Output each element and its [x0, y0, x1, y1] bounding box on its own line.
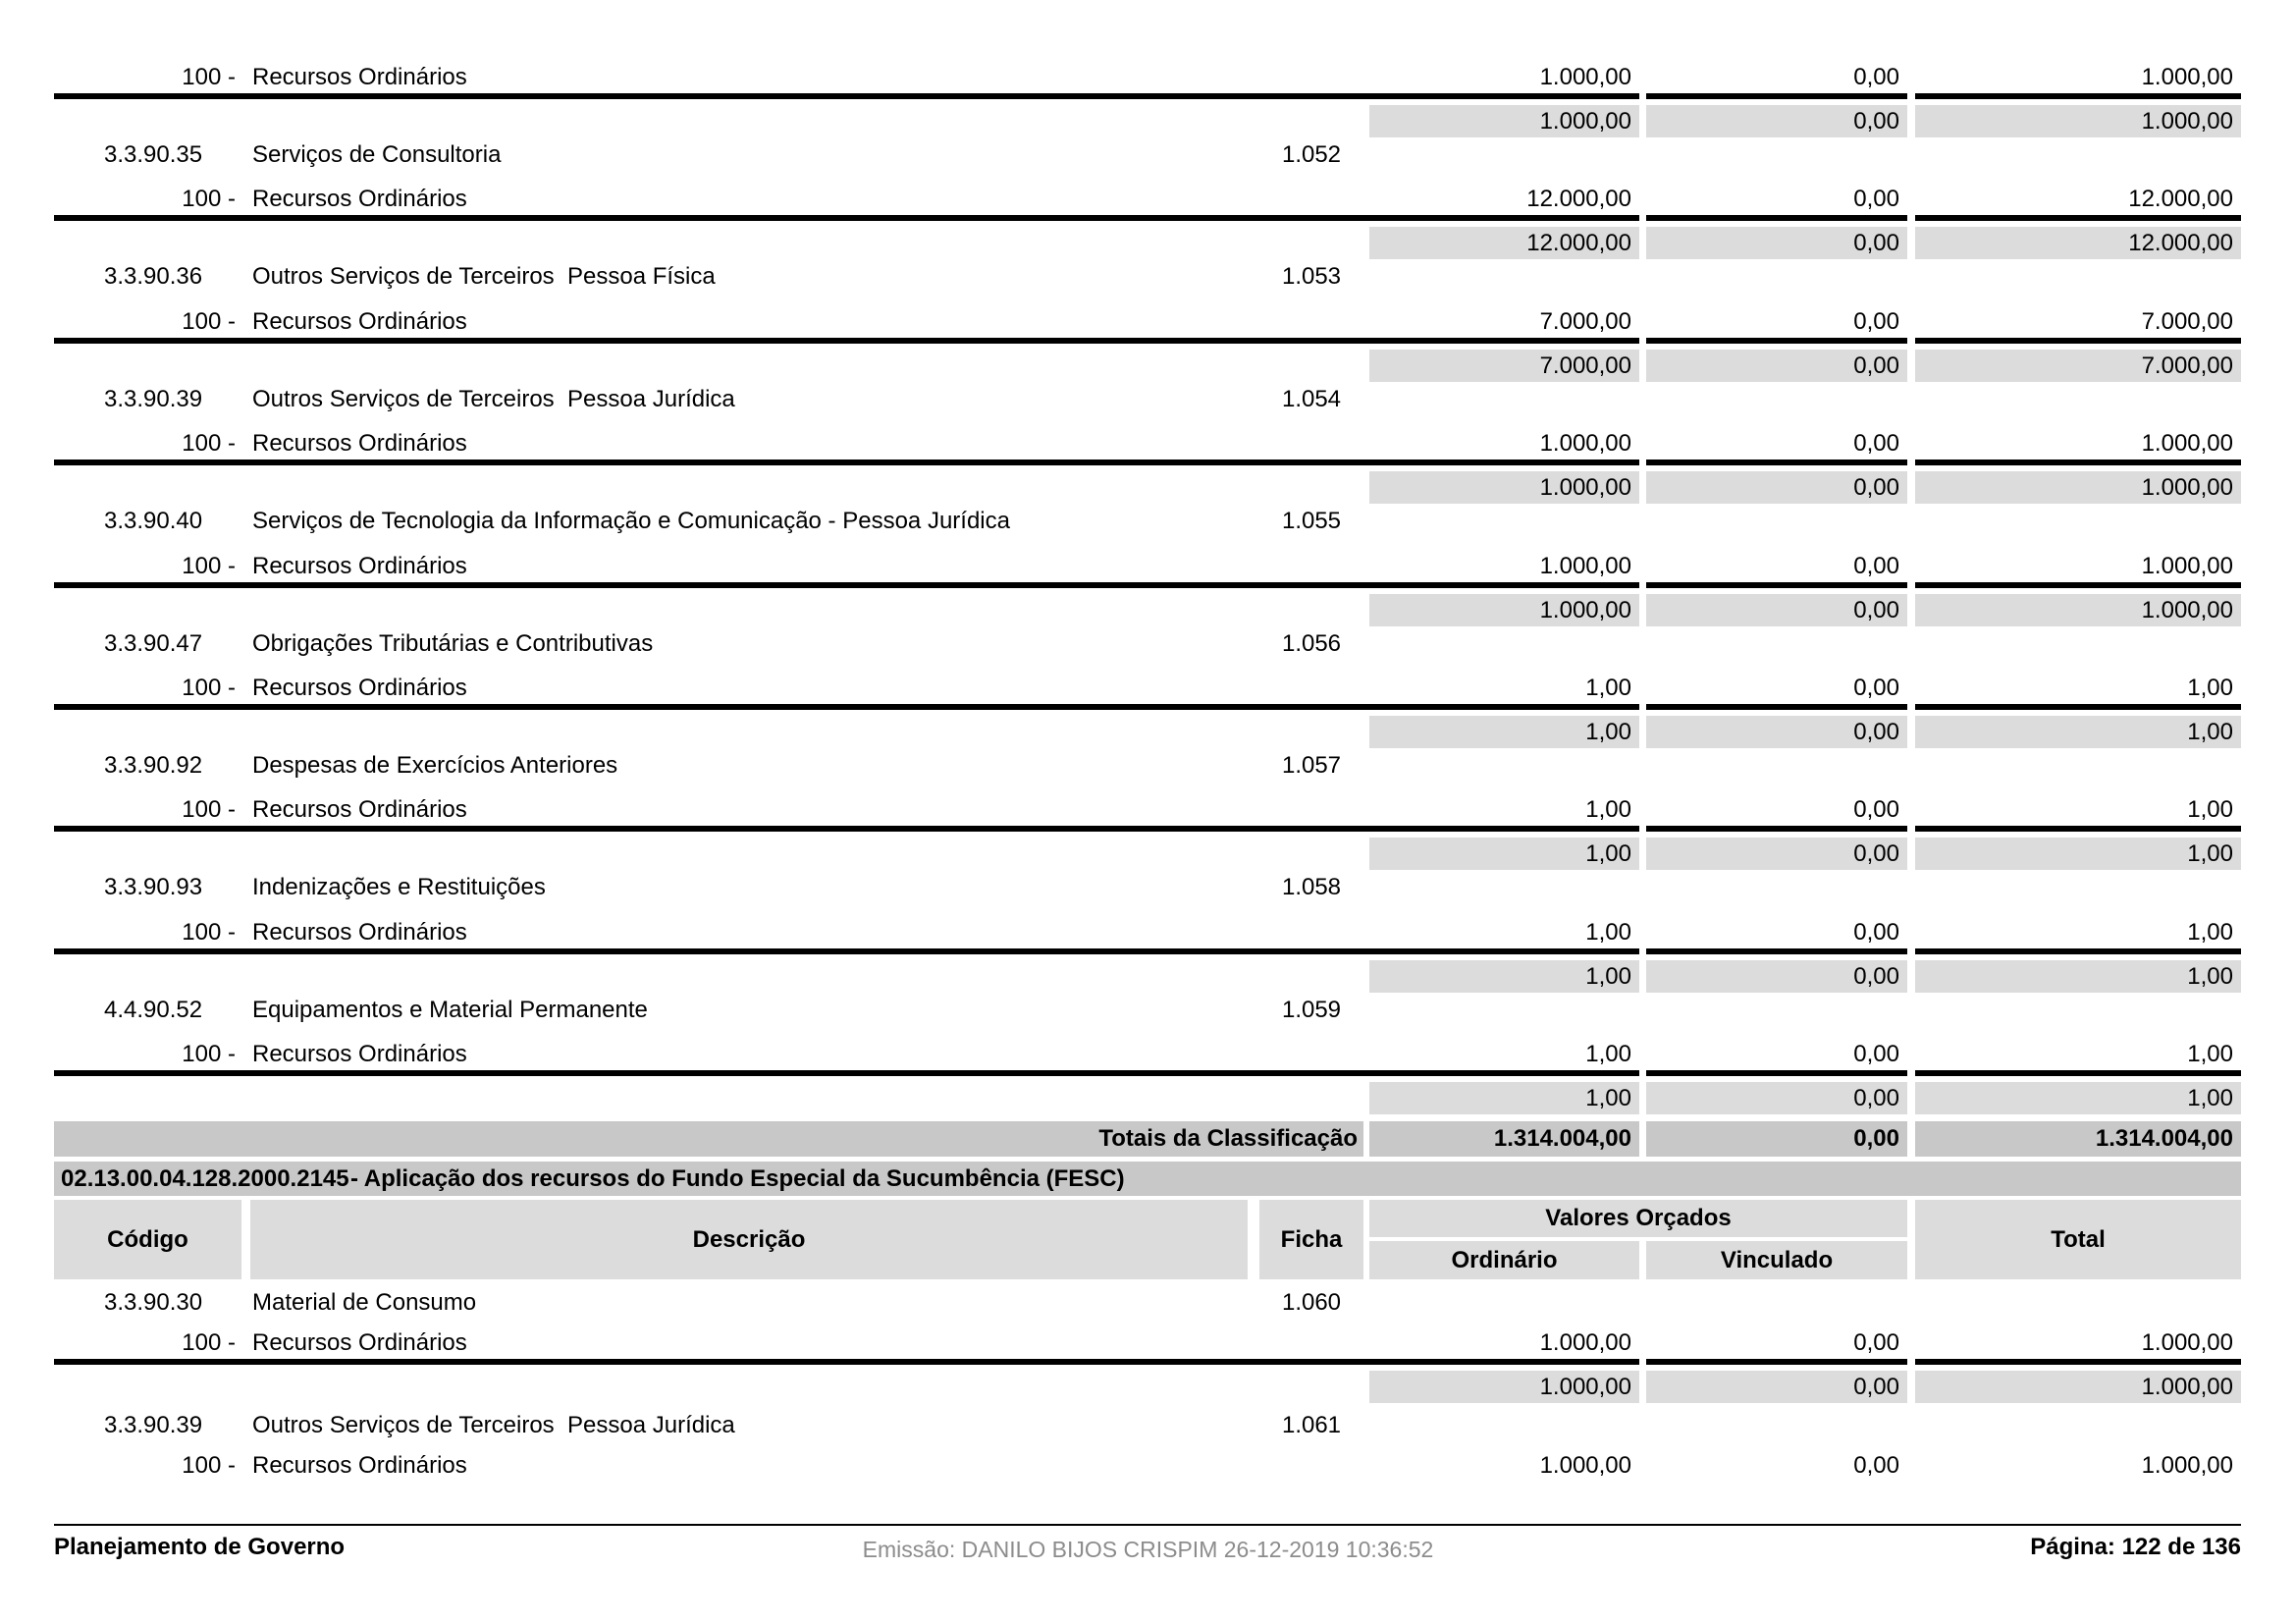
column-header-vinculado: Vinculado [1646, 1241, 1907, 1279]
resource-name: Recursos Ordinários [252, 430, 467, 457]
resource-code: 100 - [182, 919, 236, 946]
vinculado-value: 0,00 [1853, 919, 1899, 946]
ficha-number: 1.059 [1281, 997, 1342, 1023]
row-divider-line [1915, 582, 2241, 588]
footer-divider-line [54, 1524, 2241, 1526]
subtotal-ordinario-cell: 1.000,00 [1369, 1371, 1639, 1403]
vinculado-value: 0,00 [1853, 675, 1899, 701]
subtotal-total-cell: 1,00 [1915, 960, 2241, 993]
ficha-number: 1.054 [1281, 386, 1342, 412]
subtotal-ordinario-cell: 1.000,00 [1369, 594, 1639, 626]
row-divider-line [1915, 826, 2241, 832]
row-divider-line [54, 1359, 1639, 1365]
resource-code: 100 - [182, 675, 236, 701]
totals-label-cell: Totais da Classificação [54, 1121, 1363, 1157]
row-divider-line [1915, 338, 2241, 344]
subtotal-total-cell: 1,00 [1915, 838, 2241, 870]
subtotal-vinculado-cell: 0,00 [1646, 838, 1907, 870]
row-divider-line [54, 93, 1639, 99]
row-divider-line [1915, 1359, 2241, 1365]
resource-code: 100 - [182, 796, 236, 823]
row-divider-line [1646, 948, 1907, 954]
ordinario-value: 12.000,00 [1526, 186, 1631, 212]
row-divider-line [1915, 93, 2241, 99]
expense-description: Outros Serviços de Terceiros Pessoa Física [252, 263, 716, 290]
expense-code: 3.3.90.39 [104, 1412, 203, 1438]
column-header-total: Total [1915, 1200, 2241, 1279]
row-divider-line [1915, 948, 2241, 954]
resource-name: Recursos Ordinários [252, 796, 467, 823]
ordinario-value: 1.000,00 [1539, 430, 1631, 457]
total-value: 1.000,00 [2141, 553, 2233, 579]
subtotal-vinculado-cell: 0,00 [1646, 594, 1907, 626]
resource-code: 100 - [182, 1041, 236, 1067]
footer-emission-info: Emissão: DANILO BIJOS CRISPIM 26-12-2019 10:36:52 [862, 1537, 1434, 1562]
footer-page-number: Página: 122 de 136 [2030, 1534, 2241, 1560]
row-divider-line [1915, 1070, 2241, 1076]
subtotal-ordinario-cell: 7.000,00 [1369, 350, 1639, 382]
subtotal-total-cell: 1,00 [1915, 1082, 2241, 1114]
resource-code: 100 - [182, 308, 236, 335]
expense-code: 3.3.90.93 [104, 874, 203, 900]
expense-code: 3.3.90.30 [104, 1289, 203, 1316]
program-title: - Aplicação dos recursos do Fundo Especial da Sucumbência (FESC) [350, 1165, 1125, 1192]
subtotal-ordinario-cell: 12.000,00 [1369, 227, 1639, 259]
row-divider-line [1646, 215, 1907, 221]
row-divider-line [1646, 460, 1907, 465]
vinculado-value: 0,00 [1853, 1452, 1899, 1479]
resource-name: Recursos Ordinários [252, 1329, 467, 1356]
ficha-number: 1.053 [1281, 263, 1342, 290]
vinculado-value: 0,00 [1853, 430, 1899, 457]
row-divider-line [54, 582, 1639, 588]
row-divider-line [1915, 704, 2241, 710]
vinculado-value: 0,00 [1853, 186, 1899, 212]
expense-code: 3.3.90.47 [104, 630, 203, 657]
total-value: 1,00 [2187, 675, 2233, 701]
subtotal-vinculado-cell: 0,00 [1646, 105, 1907, 137]
row-divider-line [54, 1070, 1639, 1076]
ordinario-value: 1.000,00 [1539, 64, 1631, 90]
ordinario-value: 1.000,00 [1539, 1452, 1631, 1479]
vinculado-value: 0,00 [1853, 64, 1899, 90]
subtotal-total-cell: 1.000,00 [1915, 1371, 2241, 1403]
total-value: 1,00 [2187, 1041, 2233, 1067]
resource-name: Recursos Ordinários [252, 553, 467, 579]
ordinario-value: 1.000,00 [1539, 1329, 1631, 1356]
vinculado-value: 0,00 [1853, 1329, 1899, 1356]
expense-description: Indenizações e Restituições [252, 874, 546, 900]
row-divider-line [1646, 1070, 1907, 1076]
subtotal-vinculado-cell: 0,00 [1646, 716, 1907, 748]
expense-description: Serviços de Consultoria [252, 141, 502, 168]
subtotal-ordinario-cell: 1.000,00 [1369, 105, 1639, 137]
ordinario-value: 1.000,00 [1539, 553, 1631, 579]
expense-code: 3.3.90.39 [104, 386, 203, 412]
subtotal-total-cell: 1,00 [1915, 716, 2241, 748]
program-code: 02.13.00.04.128.2000.2145 [61, 1165, 349, 1192]
subtotal-vinculado-cell: 0,00 [1646, 1082, 1907, 1114]
row-divider-line [1646, 826, 1907, 832]
row-divider-line [54, 948, 1639, 954]
subtotal-total-cell: 12.000,00 [1915, 227, 2241, 259]
expense-description: Despesas de Exercícios Anteriores [252, 752, 618, 779]
totals-ordinario-cell: 1.314.004,00 [1369, 1121, 1639, 1157]
expense-description: Obrigações Tributárias e Contributivas [252, 630, 654, 657]
ficha-number: 1.057 [1281, 752, 1342, 779]
row-divider-line [1646, 1359, 1907, 1365]
expense-code: 3.3.90.40 [104, 508, 203, 534]
expense-code: 3.3.90.92 [104, 752, 203, 779]
row-divider-line [54, 704, 1639, 710]
ordinario-value: 1,00 [1585, 1041, 1631, 1067]
row-divider-line [54, 215, 1639, 221]
total-value: 1.000,00 [2141, 64, 2233, 90]
ordinario-value: 1,00 [1585, 675, 1631, 701]
ficha-number: 1.055 [1281, 508, 1342, 534]
row-divider-line [1915, 460, 2241, 465]
resource-code: 100 - [182, 430, 236, 457]
total-value: 1.000,00 [2141, 1452, 2233, 1479]
row-divider-line [1646, 582, 1907, 588]
total-value: 1,00 [2187, 919, 2233, 946]
expense-description: Serviços de Tecnologia da Informação e Comunicação - Pessoa Jurídica [252, 508, 1010, 534]
ficha-number: 1.060 [1281, 1289, 1342, 1316]
row-divider-line [1646, 338, 1907, 344]
subtotal-vinculado-cell: 0,00 [1646, 960, 1907, 993]
resource-name: Recursos Ordinários [252, 1452, 467, 1479]
resource-name: Recursos Ordinários [252, 186, 467, 212]
subtotal-ordinario-cell: 1.000,00 [1369, 471, 1639, 504]
column-header-descricao: Descrição [250, 1200, 1248, 1279]
resource-code: 100 - [182, 553, 236, 579]
ordinario-value: 1,00 [1585, 919, 1631, 946]
row-divider-line [1646, 93, 1907, 99]
expense-description: Equipamentos e Material Permanente [252, 997, 648, 1023]
column-header-valores-orcados: Valores Orçados [1369, 1200, 1907, 1237]
total-value: 1.000,00 [2141, 1329, 2233, 1356]
subtotal-vinculado-cell: 0,00 [1646, 350, 1907, 382]
resource-name: Recursos Ordinários [252, 919, 467, 946]
expense-code: 3.3.90.36 [104, 263, 203, 290]
ordinario-value: 1,00 [1585, 796, 1631, 823]
expense-description: Outros Serviços de Terceiros Pessoa Jurídica [252, 386, 735, 412]
subtotal-total-cell: 1.000,00 [1915, 471, 2241, 504]
ordinario-value: 7.000,00 [1539, 308, 1631, 335]
subtotal-vinculado-cell: 0,00 [1646, 471, 1907, 504]
footer-report-title: Planejamento de Governo [54, 1534, 346, 1560]
totals-total-cell: 1.314.004,00 [1915, 1121, 2241, 1157]
vinculado-value: 0,00 [1853, 796, 1899, 823]
subtotal-ordinario-cell: 1,00 [1369, 716, 1639, 748]
resource-code: 100 - [182, 186, 236, 212]
total-value: 1.000,00 [2141, 430, 2233, 457]
subtotal-total-cell: 1.000,00 [1915, 594, 2241, 626]
resource-name: Recursos Ordinários [252, 308, 467, 335]
row-divider-line [1915, 215, 2241, 221]
subtotal-vinculado-cell: 0,00 [1646, 1371, 1907, 1403]
vinculado-value: 0,00 [1853, 308, 1899, 335]
ficha-number: 1.058 [1281, 874, 1342, 900]
row-divider-line [54, 338, 1639, 344]
ficha-number: 1.056 [1281, 630, 1342, 657]
expense-description: Outros Serviços de Terceiros Pessoa Jurídica [252, 1412, 735, 1438]
subtotal-total-cell: 1.000,00 [1915, 105, 2241, 137]
ficha-number: 1.052 [1281, 141, 1342, 168]
vinculado-value: 0,00 [1853, 1041, 1899, 1067]
column-header-codigo: Código [54, 1200, 241, 1279]
total-value: 12.000,00 [2128, 186, 2233, 212]
resource-name: Recursos Ordinários [252, 1041, 467, 1067]
resource-code: 100 - [182, 1329, 236, 1356]
subtotal-total-cell: 7.000,00 [1915, 350, 2241, 382]
row-divider-line [1646, 704, 1907, 710]
totals-vinculado-cell: 0,00 [1646, 1121, 1907, 1157]
subtotal-ordinario-cell: 1,00 [1369, 838, 1639, 870]
subtotal-ordinario-cell: 1,00 [1369, 1082, 1639, 1114]
resource-code: 100 - [182, 64, 236, 90]
expense-code: 3.3.90.35 [104, 141, 203, 168]
subtotal-ordinario-cell: 1,00 [1369, 960, 1639, 993]
subtotal-vinculado-cell: 0,00 [1646, 227, 1907, 259]
total-value: 1,00 [2187, 796, 2233, 823]
resource-name: Recursos Ordinários [252, 64, 467, 90]
expense-code: 4.4.90.52 [104, 997, 203, 1023]
ficha-number: 1.061 [1281, 1412, 1342, 1438]
column-header-ordinario: Ordinário [1369, 1241, 1639, 1279]
vinculado-value: 0,00 [1853, 553, 1899, 579]
expense-description: Material de Consumo [252, 1289, 477, 1316]
total-value: 7.000,00 [2141, 308, 2233, 335]
row-divider-line [54, 826, 1639, 832]
resource-code: 100 - [182, 1452, 236, 1479]
column-header-ficha: Ficha [1259, 1200, 1363, 1279]
row-divider-line [54, 460, 1639, 465]
resource-name: Recursos Ordinários [252, 675, 467, 701]
